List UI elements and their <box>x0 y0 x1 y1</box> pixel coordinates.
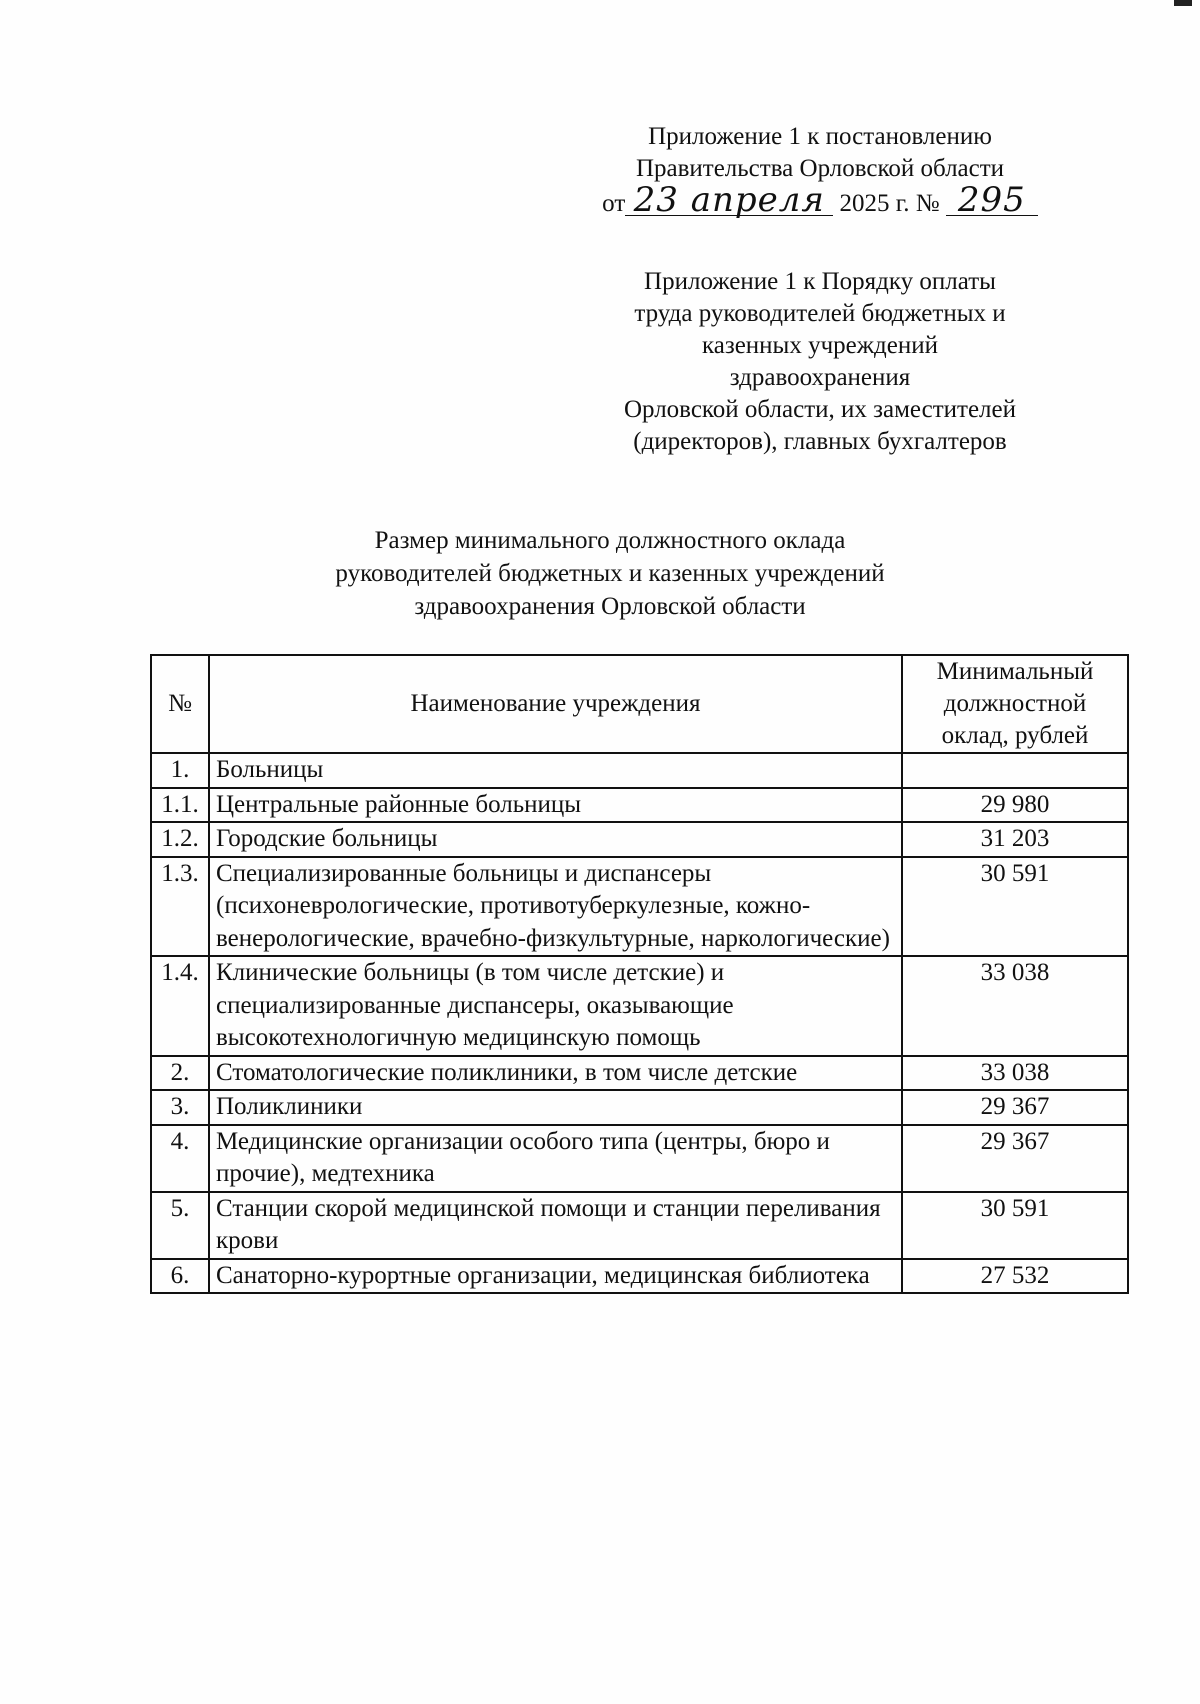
row-institution-name: Клинические больницы (в том числе детские) и специализированные диспансеры, оказывающие высокотехнологичную медицинскую помощь <box>209 956 902 1056</box>
decree-appendix-line-2: Правительства Орловской области <box>635 155 1005 182</box>
row-institution-name: Медицинские организации особого типа (центры, бюро и прочие), медтехника <box>209 1125 902 1192</box>
row-institution-name: Стоматологические поликлиники, в том числе детские <box>209 1056 902 1091</box>
table-row <box>151 1125 1128 1192</box>
table-row <box>151 822 1128 857</box>
row-number: 1.1. <box>151 788 209 823</box>
order-appendix-line: Приложение 1 к Порядку оплаты <box>644 268 996 295</box>
header-minimum-salary: Минимальный должностной оклад, рублей <box>902 655 1128 753</box>
title-line: Размер минимального должностного оклада <box>374 527 846 554</box>
table-row <box>151 1056 1128 1091</box>
table-row <box>151 1090 1128 1125</box>
handwritten-date: 23 апреля <box>625 185 833 216</box>
row-number: 5. <box>151 1192 209 1259</box>
decree-appendix-line-1: Приложение 1 к постановлению <box>648 123 992 150</box>
row-number: 2. <box>151 1056 209 1091</box>
row-institution-name: Центральные районные больницы <box>209 788 902 823</box>
row-salary: 29 367 <box>902 1090 1128 1125</box>
row-institution-name: Поликлиники <box>209 1090 902 1125</box>
row-institution-name: Специализированные больницы и диспансеры (психоневрологические, противотуберкулезные, кожно-венерологические, врачебно-физкультурные, наркологические) <box>209 857 902 957</box>
row-salary: 30 591 <box>902 857 1128 957</box>
table-row <box>151 1259 1128 1294</box>
order-appendix-block <box>560 266 1080 458</box>
handwritten-number: 295 <box>946 185 1038 216</box>
title-line: руководителей бюджетных и казенных учреждений <box>335 560 885 587</box>
row-institution-name: Станции скорой медицинской помощи и станции переливания крови <box>209 1192 902 1259</box>
salary-table <box>150 654 1129 1294</box>
order-appendix-line: труда руководителей бюджетных и <box>634 300 1006 327</box>
header-institution-name: Наименование учреждения <box>209 655 902 753</box>
header-number: № <box>151 655 209 753</box>
row-number: 3. <box>151 1090 209 1125</box>
order-appendix-line: казенных учреждений <box>701 332 939 359</box>
table-row <box>151 753 1128 788</box>
document-title <box>200 524 1020 623</box>
row-salary: 33 038 <box>902 956 1128 1056</box>
table-row <box>151 1192 1128 1259</box>
row-institution-name: Больницы <box>209 753 902 788</box>
table-row <box>151 956 1128 1056</box>
title-line: здравоохранения Орловской области <box>414 593 806 620</box>
order-appendix-line: Орловской области, их заместителей <box>623 396 1017 423</box>
row-salary: 29 367 <box>902 1125 1128 1192</box>
row-institution-name: Городские больницы <box>209 822 902 857</box>
row-number: 4. <box>151 1125 209 1192</box>
row-institution-name: Санаторно-курортные организации, медицинская библиотека <box>209 1259 902 1294</box>
table-row <box>151 788 1128 823</box>
row-salary: 31 203 <box>902 822 1128 857</box>
order-appendix-line: (директоров), главных бухгалтеров <box>633 428 1007 455</box>
row-salary: 29 980 <box>902 788 1128 823</box>
decree-appendix-block <box>560 121 1080 220</box>
decree-date-prefix: от <box>602 190 626 217</box>
table-row <box>151 857 1128 957</box>
row-salary: 27 532 <box>902 1259 1128 1294</box>
scan-corner-mark <box>1174 0 1192 6</box>
row-salary: 30 591 <box>902 1192 1128 1259</box>
decree-date-line <box>560 180 1080 220</box>
row-number: 6. <box>151 1259 209 1294</box>
decree-year: 2025 г. № <box>839 190 940 217</box>
order-appendix-line: здравоохранения <box>729 364 911 391</box>
table-header-row <box>151 655 1128 753</box>
row-number: 1.4. <box>151 956 209 1056</box>
row-number: 1.2. <box>151 822 209 857</box>
row-salary: 33 038 <box>902 1056 1128 1091</box>
row-number: 1.3. <box>151 857 209 957</box>
row-salary <box>902 753 1128 788</box>
row-number: 1. <box>151 753 209 788</box>
